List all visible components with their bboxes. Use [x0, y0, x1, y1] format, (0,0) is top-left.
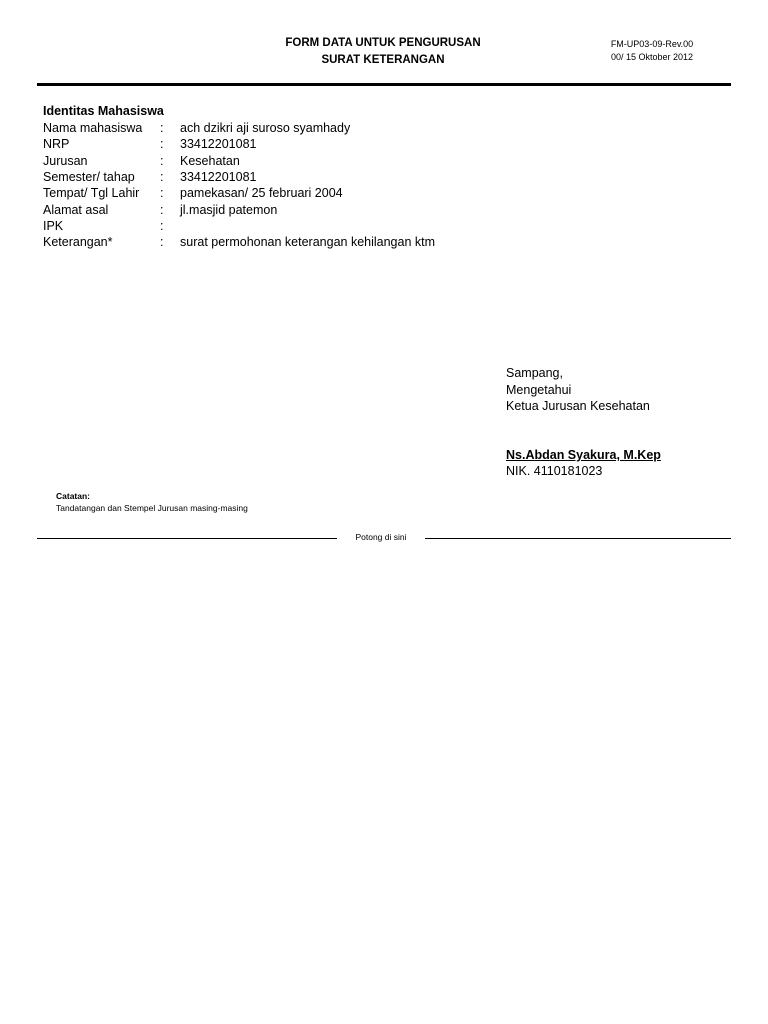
- field-value: Kesehatan: [180, 154, 240, 168]
- signature-position: Ketua Jurusan Kesehatan: [506, 399, 650, 413]
- field-label: NRP: [43, 137, 70, 151]
- field-label: Semester/ tahap: [43, 170, 135, 184]
- note-title: Catatan:: [56, 491, 91, 501]
- field-label: Alamat asal: [43, 203, 109, 217]
- field-colon: :: [160, 154, 164, 168]
- cut-label: Potong di sini: [355, 532, 407, 542]
- field-value: 33412201081: [180, 170, 257, 184]
- cut-line-left: [37, 538, 337, 539]
- field-colon: :: [160, 121, 164, 135]
- field-label: Tempat/ Tgl Lahir: [43, 186, 140, 200]
- header-divider: [37, 83, 731, 86]
- field-colon: :: [160, 170, 164, 184]
- document-code-number: FM-UP03-09-Rev.00: [610, 39, 694, 49]
- field-value: surat permohonan keterangan kehilangan ktm: [180, 235, 436, 249]
- field-colon: :: [160, 186, 164, 200]
- field-colon: :: [160, 203, 164, 217]
- field-value: jl.masjid patemon: [180, 203, 278, 217]
- signature-place: Sampang,: [506, 366, 563, 380]
- form-title-line1: FORM DATA UNTUK PENGURUSAN: [285, 37, 481, 49]
- cut-line-right: [425, 538, 731, 539]
- field-label: Jurusan: [43, 154, 88, 168]
- field-value: pamekasan/ 25 februari 2004: [180, 186, 343, 200]
- form-title: [230, 35, 536, 69]
- section-title: Identitas Mahasiswa: [43, 104, 164, 118]
- form-title-line2: SURAT KETERANGAN: [321, 54, 445, 66]
- field-label: IPK: [43, 219, 64, 233]
- field-label: Nama mahasiswa: [43, 121, 143, 135]
- signature-block: [506, 365, 650, 415]
- field-value: 33412201081: [180, 137, 257, 151]
- field-colon: :: [160, 219, 164, 233]
- document-code: [596, 38, 708, 64]
- signature-acknowledge: Mengetahui: [506, 382, 572, 397]
- signatory-name: Ns.Abdan Syakura, M.Kep: [506, 448, 661, 462]
- note-text: Tandatangan dan Stempel Jurusan masing-masing: [56, 503, 248, 513]
- document-code-date: 00/ 15 Oktober 2012: [610, 52, 694, 62]
- field-label: Keterangan*: [43, 235, 113, 249]
- field-colon: :: [160, 235, 164, 249]
- signatory-nik: NIK. 4110181023: [506, 464, 603, 478]
- field-value: ach dzikri aji suroso syamhady: [180, 121, 351, 135]
- field-colon: :: [160, 137, 164, 151]
